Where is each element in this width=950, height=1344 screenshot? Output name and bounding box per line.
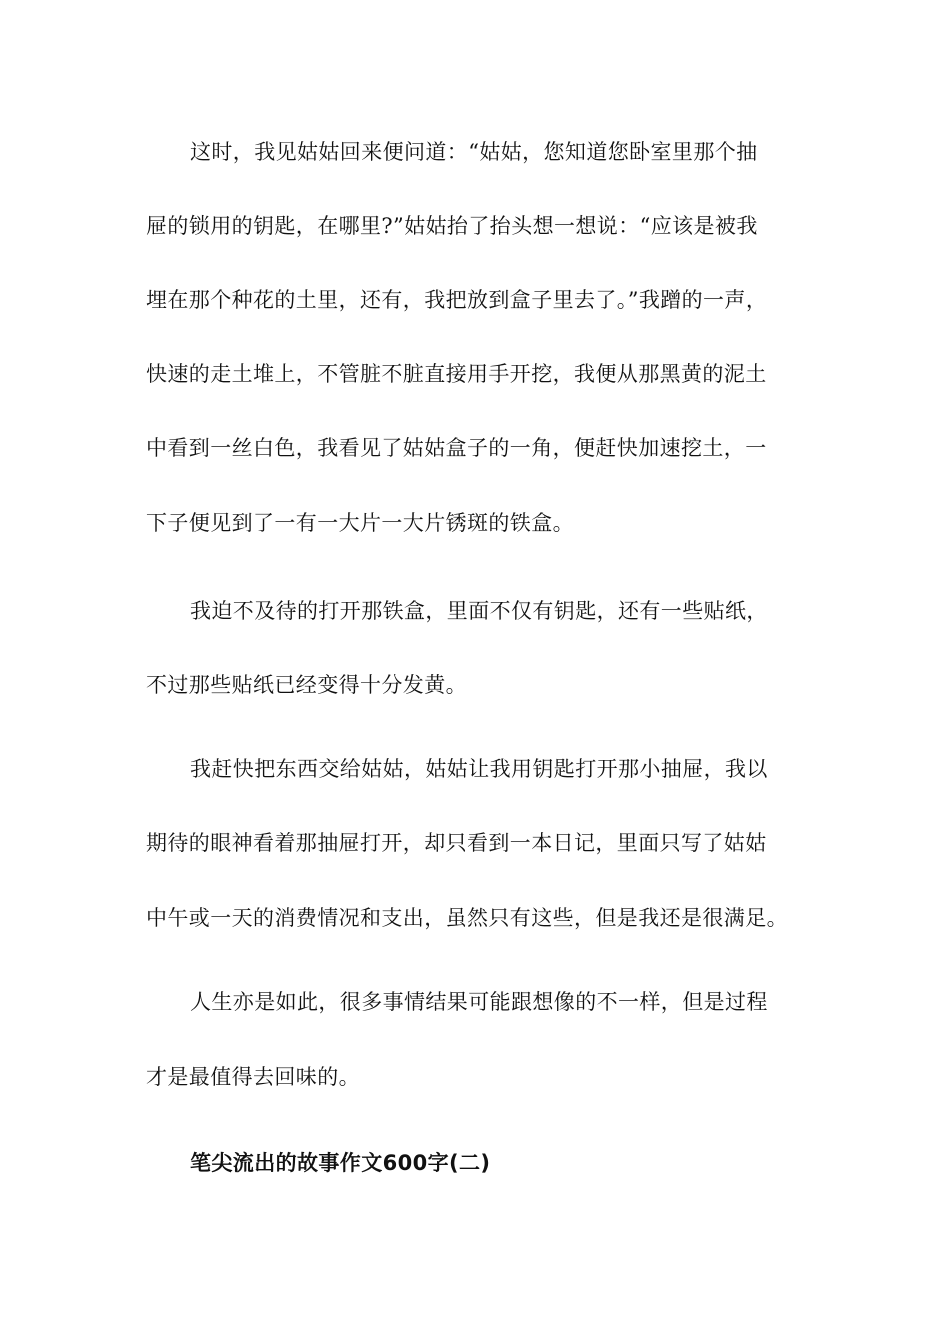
paragraph-3-line-3: 中午或一天的消费情况和支出，虽然只有这些，但是我还是很满足。 [146, 906, 788, 930]
paragraph-1-line-4: 快速的走土堆上，不管脏不脏直接用手开挖，我便从那黑黄的泥土 [146, 362, 767, 386]
paragraph-4-line-1: 人生亦是如此，很多事情结果可能跟想像的不一样，但是过程 [190, 990, 768, 1014]
paragraph-3-line-2: 期待的眼神看着那抽屉打开，却只看到一本日记，里面只写了姑姑 [146, 831, 767, 855]
paragraph-1-line-5: 中看到一丝白色，我看见了姑姑盒子的一角，便赶快加速挖土，一 [146, 436, 767, 460]
paragraph-2-line-2: 不过那些贴纸已经变得十分发黄。 [146, 673, 467, 697]
section-heading: 笔尖流出的故事作文600字(二) [190, 1151, 491, 1175]
paragraph-1-line-3: 埋在那个种花的土里，还有，我把放到盒子里去了。”我蹭的一声， [146, 288, 768, 312]
paragraph-4-line-2: 才是最值得去回味的。 [146, 1065, 360, 1089]
paragraph-1-line-6: 下子便见到了一有一大片一大片锈斑的铁盒。 [146, 511, 574, 535]
paragraph-2-line-1: 我迫不及待的打开那铁盒，里面不仅有钥匙，还有一些贴纸， [190, 599, 768, 623]
paragraph-1-line-1: 这时，我见姑姑回来便问道：“姑姑，您知道您卧室里那个抽 [190, 140, 758, 164]
paragraph-1-line-2: 屉的锁用的钥匙，在哪里?”姑姑抬了抬头想一想说：“应该是被我 [146, 214, 758, 238]
paragraph-3-line-1: 我赶快把东西交给姑姑，姑姑让我用钥匙打开那小抽屉，我以 [190, 757, 768, 781]
